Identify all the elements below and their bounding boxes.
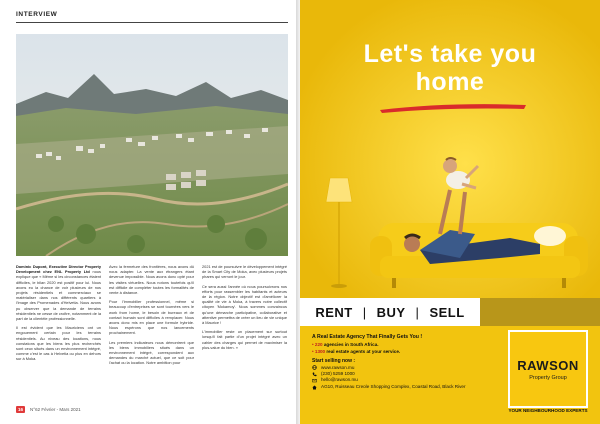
floor-lamp <box>326 178 352 288</box>
stat-text: real estate agents at your service. <box>325 348 401 354</box>
headline-line-1: Let's take you <box>363 40 537 68</box>
paragraph: L'immobilier reste un placement sur surtout lorsqu'il fait partie d'un projet intégré avec un cahier des charges qui permet de maximiser la plus-value du bien. » <box>202 329 287 350</box>
paragraph: 2021 est de poursuivre le développement intégré de la Smart City de Moka, avec plusieurs projets phares qui verront le jour. <box>202 264 287 280</box>
services-bar <box>300 298 480 326</box>
paragraph: Il est évident que les Mauriciens ont un engouement certain pour les terrains résidentiels. Au niveau des locations, nous constatons que les biens les plus recherchés sont ceux situés dans un environnement intégré, comme c'est le cas à Helvetia ou plus en dehors sur à Moka. <box>16 325 101 362</box>
brand-tagline: YOUR NEIGHBOURHOOD EXPERTS <box>508 408 588 413</box>
left-page <box>0 0 296 424</box>
red-underline-swoosh <box>378 100 528 114</box>
phone-icon <box>312 372 317 377</box>
service-separator: | <box>415 304 420 320</box>
home-icon <box>312 385 317 390</box>
mail-icon <box>312 378 317 383</box>
page-number: 16 <box>18 407 24 412</box>
service-sell: SELL <box>429 304 465 320</box>
phone-text: (230) 5259 1000 <box>321 371 355 377</box>
service-buy: BUY <box>376 304 406 320</box>
aerial-town-photo <box>16 34 288 256</box>
contact-title: Start selling now : <box>312 358 356 365</box>
interviewee-lead: Dominic Dupont, Executive Director Property Development chez ENL Property Ltd <box>16 264 101 275</box>
contact-address <box>312 384 502 390</box>
service-separator: | <box>362 304 367 320</box>
ad-lead: A Real Estate Agency That Finally Gets You ! <box>312 334 423 340</box>
rawson-advertisement <box>300 0 600 424</box>
issue-info: N°62 Février - Mars 2021 <box>30 407 81 412</box>
article-column-1 <box>16 264 101 370</box>
paragraph: Les premiers indicateurs nous démontrent que les biens immobiliers situés dans un environnement intégré, correspondent aux demandes du marché actuel, que ce soit pour l'achat ou la location. Notre ambition pour <box>109 339 194 366</box>
globe-icon <box>312 365 317 370</box>
ad-info <box>312 334 502 390</box>
stat-number: • 220 <box>312 342 323 348</box>
paragraph-text: nous explique que « Même si les circonstances étaient difficiles, le bilan 2020 est positif pour lui. Nous avons eu la chance de voir plusieurs de nos projets résidentiels et commerciaux se matérialiser dans nos différents quartiers à l'image des Promenades d'Helvetia. Nous avons pu observer que la demande de terrains résidentiels ne cesse de croître, notamment de la part de la clientèle professionnelle. <box>16 269 101 322</box>
rawson-logo <box>508 330 588 408</box>
family-sofa-scene <box>300 118 600 298</box>
brand-subtitle: Property Group <box>529 374 567 381</box>
email-text: hello@rawson.mu <box>321 377 358 383</box>
stat-agents <box>312 349 502 355</box>
ad-headline <box>300 40 600 96</box>
paragraph: Ce sera aussi l'année où nous poursuivrons nos efforts pour rassembler les habitants et acteurs de la région. Notre objectif est d'améliorer la qualité de vie à Moka, à travers notre collectif citoyen 'Mokamoy'. Nous sommes convaincus qu'une démarche participative, collaborative et attentive permettra de créer un lieu de vie unique à Maurice ! <box>202 283 287 326</box>
section-rubric: INTERVIEW <box>16 11 58 18</box>
headline-line-2: home <box>415 68 485 96</box>
child-lifted <box>443 158 478 189</box>
paragraph: Avec la fermeture des frontières, nous avons dû nous adapter. La vente aux étrangers étant devenue impossible. Nous avons donc opté pour les visites virtuelles. Nous notons toutefois qu'il est difficile de compléter toutes les formalités de vente à distance. <box>109 264 194 296</box>
stat-text: agencies in South Africa. <box>322 342 379 348</box>
paragraph: Pour l'immobilier professionnel, même si beaucoup d'entreprises se sont tournées vers le work from home, le besoin de bureaux et de contact humain sont difficiles à remplacer. Nous avons donc mis en place une formule hybride. Nous espérons que nos lancements prochainement. <box>109 299 194 336</box>
address-text: AG10, Ruisseau Creole Shopping Complex, Coastal Road, Black River <box>321 383 466 389</box>
brand-name: RAWSON <box>517 357 579 373</box>
page-footer <box>16 406 81 413</box>
service-rent: RENT <box>315 304 353 320</box>
paragraph <box>16 264 101 321</box>
website-text: www.rawson.mu <box>321 364 355 370</box>
article-column-2 <box>109 264 194 370</box>
rubric-divider <box>16 22 288 23</box>
article-columns <box>16 264 288 370</box>
stat-number: • 1300 <box>312 348 326 354</box>
article-column-3 <box>202 264 287 370</box>
